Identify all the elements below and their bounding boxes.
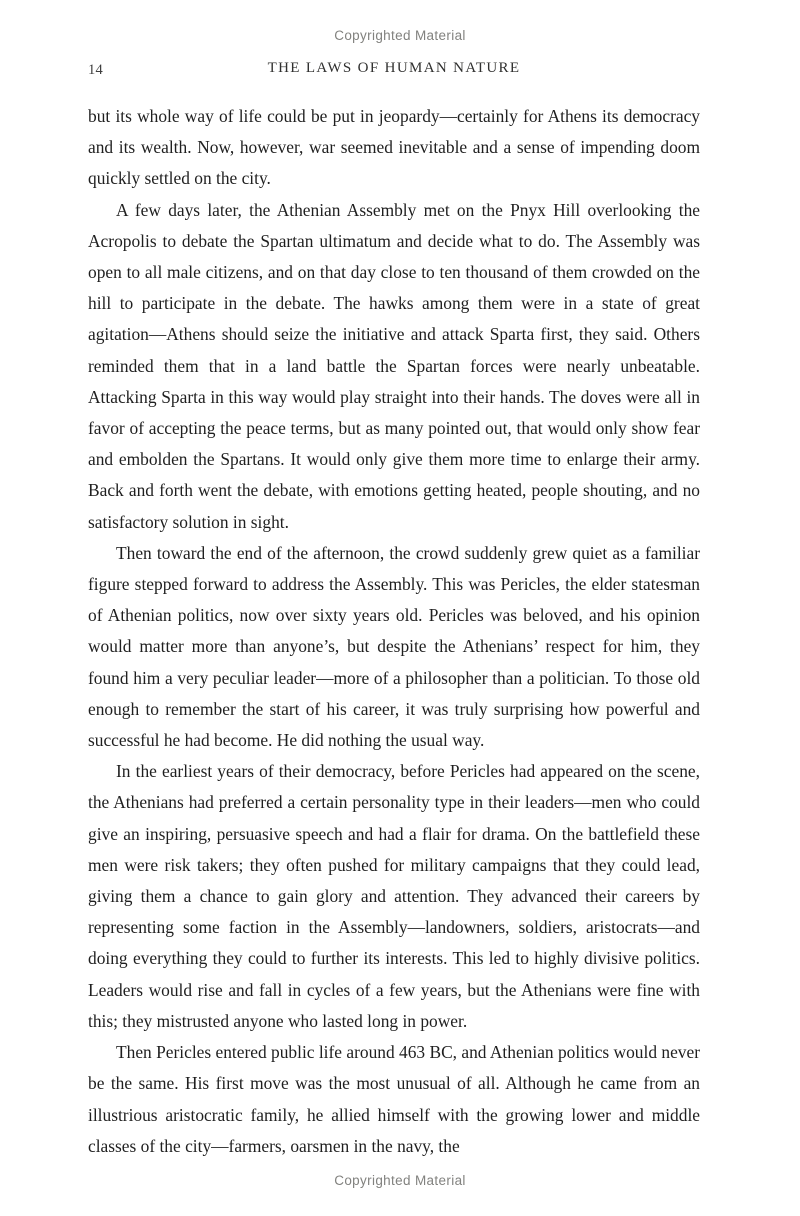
- paragraph-public-life: Then Pericles entered public life around 463 BC, and Athenian politics would never be the same. His first move was the most unusual of all. Although he came from an illustrious aristocratic family, he allied himself with the growing lower and middle classes of the city—farmers, oarsmen in the navy, the: [88, 1042, 700, 1156]
- paragraph-continued: but its whole way of life could be put in jeopardy—certainly for Athens its democracy and its wealth. Now, however, war seemed inevitable and a sense of impending doom quickly settled on the city.: [88, 106, 700, 189]
- copyright-watermark-bottom: Copyrighted Material: [334, 1173, 466, 1188]
- body-text-block: [88, 101, 700, 1162]
- paragraph-pericles-appears: Then toward the end of the afternoon, the crowd suddenly grew quiet as a familiar figure stepped forward to address the Assembly. This was Pericles, the elder statesman of Athenian politics, now over sixty years old. Pericles was beloved, and his opinion would matter more than anyone’s, but despite the Athenians’ respect for him, they found him a very peculiar leader—more of a philosopher than a politician. To those old enough to remember the start of his career, it was truly surprising how powerful and successful he had become. He did nothing the usual way.: [88, 542, 700, 751]
- page-header: [88, 60, 700, 80]
- paragraph-early-democracy: In the earliest years of their democracy, before Pericles had appeared on the scene, the Athenians had preferred a certain personality type in their leaders—men who could give an inspiring, persuasive speech and had a flair for drama. On the battlefield these men were risk takers; they often pushed for military campaigns that they could lead, giving them a chance to gain glory and attention. They advanced their careers by representing some faction in the Assembly—landowners, soldiers, aristocrats—and doing everything they could to further its interests. This led to highly divisive politics. Leaders would rise and fall in cycles of a few years, but the Athenians were fine with this; they mistrusted anyone who lasted long in power.: [88, 761, 700, 1031]
- copyright-watermark-top: Copyrighted Material: [334, 28, 466, 43]
- page-number: 14: [88, 62, 103, 78]
- paragraph-assembly: A few days later, the Athenian Assembly met on the Pnyx Hill overlooking the Acropolis to debate the Spartan ultimatum and decide what to do. The Assembly was open to all male citizens, and on that day close to ten thousand of them crowded on the hill to participate in the debate. The hawks among them were in a state of great agitation—Athens should seize the initiative and attack Sparta first, they said. Others reminded them that in a land battle the Spartan forces were nearly unbeatable. Attacking Sparta in this way would play straight into their hands. The doves were all in favor of accepting the peace terms, but as many pointed out, that would only show fear and embolden the Spartans. It would only give them more time to enlarge their army. Back and forth went the debate, with emotions getting heated, people shouting, and no satisfactory solution in sight.: [88, 199, 700, 532]
- running-head-title: THE LAWS OF HUMAN NATURE: [267, 60, 521, 76]
